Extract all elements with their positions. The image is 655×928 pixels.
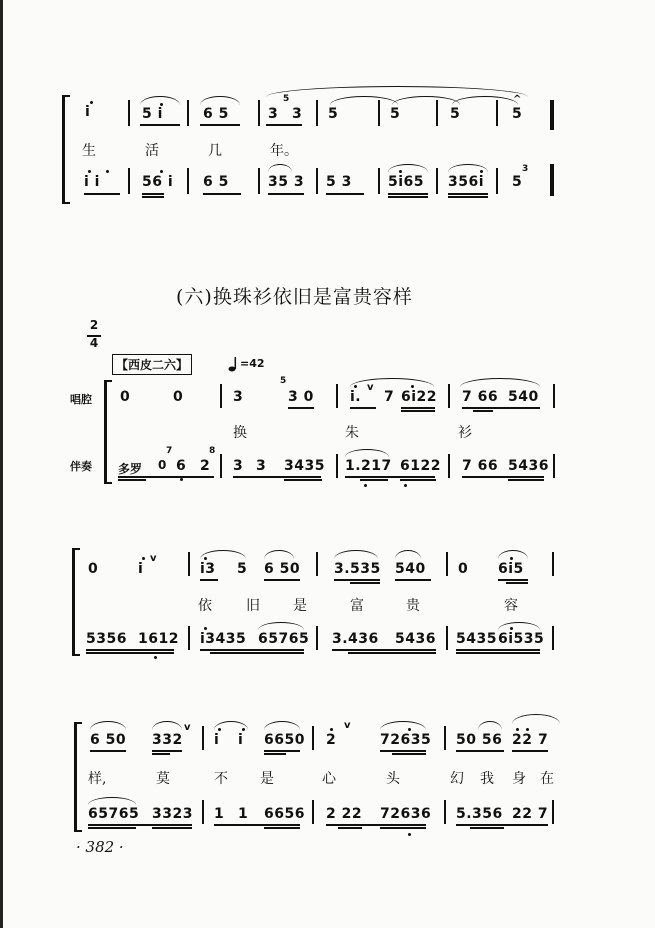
accomp-note: 1612 xyxy=(138,631,179,647)
octave-dot xyxy=(204,627,207,630)
underline xyxy=(388,196,428,198)
barline xyxy=(446,552,448,576)
underline xyxy=(332,649,436,651)
underline xyxy=(210,652,304,654)
underline xyxy=(284,479,322,481)
system-brace xyxy=(72,548,80,656)
accomp-note: 5436 xyxy=(395,631,436,647)
lyric: 生 xyxy=(82,143,96,159)
underline xyxy=(118,479,146,481)
vocal-note: 5 xyxy=(328,106,339,122)
final-barline xyxy=(550,164,554,196)
lyric: 头 xyxy=(386,771,400,787)
vocal-note: 0 xyxy=(120,389,131,405)
underline xyxy=(462,476,544,478)
underline xyxy=(264,579,300,581)
octave-dot xyxy=(510,627,513,630)
system-brace xyxy=(104,380,112,484)
lyric: 朱 xyxy=(345,425,359,441)
octave-dot xyxy=(142,557,145,560)
lyric: 衫 xyxy=(458,425,472,441)
accomp-note: 1 xyxy=(214,806,225,822)
grace-note: 5 xyxy=(283,94,290,104)
accomp-note: 65765 xyxy=(258,631,310,647)
accomp-note: 1 xyxy=(238,806,249,822)
underline xyxy=(90,750,126,752)
barline xyxy=(446,626,448,650)
lyric: 容 xyxy=(504,598,518,614)
vocal-note: 540 xyxy=(395,561,426,577)
accomp-note: 3 xyxy=(233,458,244,474)
page-number: · 382 · xyxy=(76,838,124,856)
vocal-note: 332 xyxy=(152,732,183,748)
accomp-note: 356i xyxy=(448,174,485,190)
accomp-note: 0 xyxy=(158,458,167,472)
slur xyxy=(392,96,460,105)
slur xyxy=(334,550,378,559)
lyric: 活 xyxy=(145,143,159,159)
accomp-note: 72636 xyxy=(380,806,432,822)
underline xyxy=(448,196,488,198)
octave-dot xyxy=(526,728,529,731)
slur xyxy=(395,550,421,559)
underline xyxy=(380,827,426,829)
accomp-note: 2 22 xyxy=(326,806,363,822)
lyric: 在 xyxy=(540,771,554,787)
accomp-note: 6 xyxy=(176,458,187,474)
barline xyxy=(258,168,260,194)
underline xyxy=(506,582,528,584)
accomp-note: i i xyxy=(84,174,100,190)
underline xyxy=(288,407,314,409)
vocal-note: i xyxy=(214,732,220,748)
slur xyxy=(214,721,248,730)
accomp-note: 35 3 xyxy=(268,174,305,190)
underline xyxy=(462,407,540,409)
accomp-note: i3435 xyxy=(200,631,247,647)
lyric: 身 xyxy=(512,771,526,787)
meter-bottom: 4 xyxy=(89,336,99,350)
accomp-note: 6i535 xyxy=(498,631,545,647)
lyric: 不 xyxy=(214,771,228,787)
accomp-note: 3.436 xyxy=(332,631,379,647)
octave-dot xyxy=(516,728,519,731)
barline xyxy=(316,168,318,194)
accomp-note: 6122 xyxy=(400,458,441,474)
underline xyxy=(233,476,321,478)
vocal-note: 3 xyxy=(233,389,244,405)
barline xyxy=(188,552,190,576)
lyric: 是 xyxy=(260,771,274,787)
vocal-note: 6 5 xyxy=(203,106,229,122)
barline xyxy=(378,168,380,194)
barline xyxy=(444,800,446,824)
lyric: 我 xyxy=(480,771,494,787)
accomp-note: 6656 xyxy=(264,806,305,822)
underline xyxy=(498,579,528,581)
mode-label: 【西皮二六】 xyxy=(112,354,192,375)
underline xyxy=(448,193,488,195)
barline xyxy=(128,100,130,126)
underline xyxy=(512,750,548,752)
accomp-note: 6 5 xyxy=(203,174,229,190)
slur xyxy=(512,714,560,724)
underline xyxy=(203,193,241,195)
vocal-note: 7 xyxy=(538,732,549,748)
octave-dot xyxy=(160,170,163,173)
fermata-mark: ^ xyxy=(513,94,522,105)
system-brace xyxy=(62,95,70,204)
octave-dot xyxy=(330,728,333,731)
vocal-note: 72635 xyxy=(380,732,432,748)
barline xyxy=(336,454,338,478)
vocal-note: 6i22 xyxy=(401,389,438,405)
barline xyxy=(187,168,189,194)
octave-dot xyxy=(154,656,157,659)
underline xyxy=(88,824,192,826)
percussion-label: 多罗 xyxy=(118,462,143,476)
vocal-note: 3.535 xyxy=(334,561,381,577)
underline xyxy=(84,193,120,195)
lyric: 换 xyxy=(233,425,247,441)
accomp-note: 65765 xyxy=(88,806,140,822)
underline xyxy=(268,193,304,195)
slur xyxy=(200,550,246,559)
vocal-note: 0 xyxy=(173,389,184,405)
lyric: 年。 xyxy=(270,143,298,159)
underline xyxy=(152,827,192,829)
section-title: (六)换珠衫依旧是富贵容样 xyxy=(176,286,413,308)
accomp-note: 3323 xyxy=(152,806,193,822)
vocal-note: 50 56 xyxy=(456,732,503,748)
vocal-note: 0 xyxy=(88,561,99,577)
underline xyxy=(345,476,435,478)
underline xyxy=(456,750,504,752)
barline xyxy=(552,626,554,650)
grace-note: 3 xyxy=(522,164,529,174)
vocal-note: i xyxy=(238,732,244,748)
underline xyxy=(348,652,436,654)
vocal-note: 5 xyxy=(390,106,401,122)
underline xyxy=(152,750,182,752)
underline xyxy=(326,193,364,195)
breath-mark: v xyxy=(344,720,351,731)
barline xyxy=(312,800,314,824)
accomp-note: 7 66 xyxy=(462,458,499,474)
vocal-note: 7 xyxy=(384,389,395,405)
underline xyxy=(200,579,218,581)
slur xyxy=(478,721,502,730)
lyric: 几 xyxy=(208,143,222,159)
accomp-note: 3435 xyxy=(284,458,325,474)
system-brace xyxy=(74,722,82,832)
barline xyxy=(553,454,555,478)
underline xyxy=(200,124,240,126)
underline xyxy=(142,193,164,195)
octave-dot xyxy=(408,833,411,836)
vocal-note: 6 50 xyxy=(90,732,127,748)
octave-dot xyxy=(106,170,109,173)
octave-dot xyxy=(480,170,483,173)
barline xyxy=(316,100,318,126)
underline xyxy=(86,649,174,651)
vocal-note: i. xyxy=(350,389,362,405)
lyric: 心 xyxy=(322,771,336,787)
underline xyxy=(264,750,300,752)
lyric: 是 xyxy=(293,598,307,614)
slur xyxy=(388,164,428,172)
grace-note: 8 xyxy=(209,446,216,456)
octave-dot xyxy=(88,170,91,173)
underline xyxy=(152,753,170,755)
grace-note: 5 xyxy=(280,376,287,386)
grace-note: 7 xyxy=(166,446,173,456)
barline xyxy=(436,168,438,194)
barline xyxy=(552,552,554,576)
lyric: 幻 xyxy=(450,771,464,787)
barline xyxy=(444,726,446,750)
barline xyxy=(316,626,318,650)
accomp-note: 22 7 xyxy=(512,806,549,822)
underline xyxy=(360,479,388,481)
underline xyxy=(118,476,214,478)
breath-mark: v xyxy=(150,553,157,564)
barline xyxy=(448,384,450,408)
tempo-value: =42 xyxy=(240,357,265,370)
barline xyxy=(202,800,204,824)
slur xyxy=(330,96,398,105)
underline xyxy=(88,827,136,829)
underline xyxy=(473,410,493,412)
underline xyxy=(456,824,548,826)
accomp-note: 5 3 xyxy=(326,174,352,190)
barline xyxy=(220,454,222,478)
accomp-note: 5356 xyxy=(86,631,127,647)
slur xyxy=(498,622,540,630)
slur xyxy=(460,378,540,387)
slur xyxy=(452,96,518,105)
vocal-note: 2 xyxy=(326,732,337,748)
accomp-note: 5435 xyxy=(456,631,497,647)
barline xyxy=(220,384,222,408)
accomp-note: 5436 xyxy=(508,458,549,474)
slur xyxy=(152,721,182,730)
vocal-note: 0 xyxy=(458,561,469,577)
vocal-note: 3 xyxy=(268,106,279,122)
barline xyxy=(336,384,338,408)
octave-dot xyxy=(180,478,183,481)
vocal-note: 6 50 xyxy=(264,561,301,577)
slur xyxy=(88,797,136,805)
underline xyxy=(456,652,540,654)
barline xyxy=(187,100,189,126)
underline xyxy=(142,196,164,198)
final-barline xyxy=(550,100,554,130)
barline xyxy=(496,168,498,194)
underline xyxy=(214,824,300,826)
part-label-vocal: 唱腔 xyxy=(70,393,92,406)
underline xyxy=(395,579,431,581)
vocal-note: 5 xyxy=(512,106,523,122)
barline xyxy=(316,552,318,576)
lyric: 样, xyxy=(88,771,107,787)
underline xyxy=(334,579,380,581)
lyric: 旧 xyxy=(246,598,260,614)
vocal-note: 3 0 xyxy=(288,389,314,405)
barline xyxy=(258,100,260,126)
underline xyxy=(350,407,376,409)
slur xyxy=(90,721,126,730)
slur xyxy=(258,622,304,630)
underline xyxy=(140,124,180,126)
underline xyxy=(401,407,435,409)
vocal-note: 540 xyxy=(508,389,539,405)
breath-mark: v xyxy=(184,722,191,733)
accomp-note: 5.356 xyxy=(456,806,503,822)
underline xyxy=(380,750,426,752)
vocal-note: 3 xyxy=(292,106,303,122)
slur xyxy=(200,96,240,105)
accomp-note: 5 xyxy=(512,174,523,190)
vocal-note: i3 xyxy=(200,561,216,577)
slur xyxy=(140,96,180,105)
breath-mark: v xyxy=(367,382,374,393)
barline xyxy=(448,454,450,478)
slur xyxy=(264,550,294,559)
underline xyxy=(86,652,174,654)
vocal-note: 6i5 xyxy=(498,561,524,577)
barline xyxy=(128,168,130,194)
octave-dot xyxy=(399,170,402,173)
underline xyxy=(470,827,504,829)
slur xyxy=(498,550,528,559)
underline xyxy=(508,479,544,481)
lyric: 依 xyxy=(198,598,212,614)
quarter-note-icon xyxy=(228,357,240,373)
underline xyxy=(388,193,428,195)
octave-dot xyxy=(404,484,407,487)
vocal-note: i xyxy=(138,561,144,577)
octave-dot xyxy=(90,101,93,104)
slur xyxy=(345,449,389,457)
lyric: 富 xyxy=(350,598,364,614)
accomp-note: 1.217 xyxy=(345,458,392,474)
barline xyxy=(188,626,190,650)
barline xyxy=(312,726,314,750)
underline xyxy=(401,410,435,412)
underline xyxy=(326,824,426,826)
lyric: 贵 xyxy=(406,598,420,614)
underline xyxy=(338,827,362,829)
octave-dot xyxy=(364,484,367,487)
lyric: 莫 xyxy=(156,771,170,787)
underline xyxy=(200,649,304,651)
slur xyxy=(268,164,292,172)
vocal-note: 22 xyxy=(512,732,533,748)
underline xyxy=(264,753,286,755)
underline xyxy=(400,479,436,481)
vocal-note: 5 xyxy=(237,561,248,577)
underline xyxy=(392,753,426,755)
accomp-note: 56 i xyxy=(142,174,174,190)
underline xyxy=(456,649,540,651)
slur xyxy=(264,721,300,730)
slur xyxy=(350,378,434,387)
underline xyxy=(350,582,380,584)
barline xyxy=(552,800,554,824)
slur xyxy=(380,721,426,730)
vocal-note: i xyxy=(85,104,91,120)
accomp-note: 2 xyxy=(200,458,211,474)
vocal-note: 5 i xyxy=(142,106,163,122)
accomp-note: 5i65 xyxy=(388,174,425,190)
underline xyxy=(266,124,302,126)
accomp-note: 3 xyxy=(256,458,267,474)
vocal-note: 6650 xyxy=(264,732,305,748)
underline xyxy=(264,827,300,829)
page-edge xyxy=(0,0,3,928)
vocal-note: 7 66 xyxy=(462,389,499,405)
barline xyxy=(553,384,555,408)
barline xyxy=(202,726,204,750)
meter-top: 2 xyxy=(89,318,99,332)
part-label-accompaniment: 伴奏 xyxy=(70,460,92,473)
vocal-note: 5 xyxy=(450,106,461,122)
